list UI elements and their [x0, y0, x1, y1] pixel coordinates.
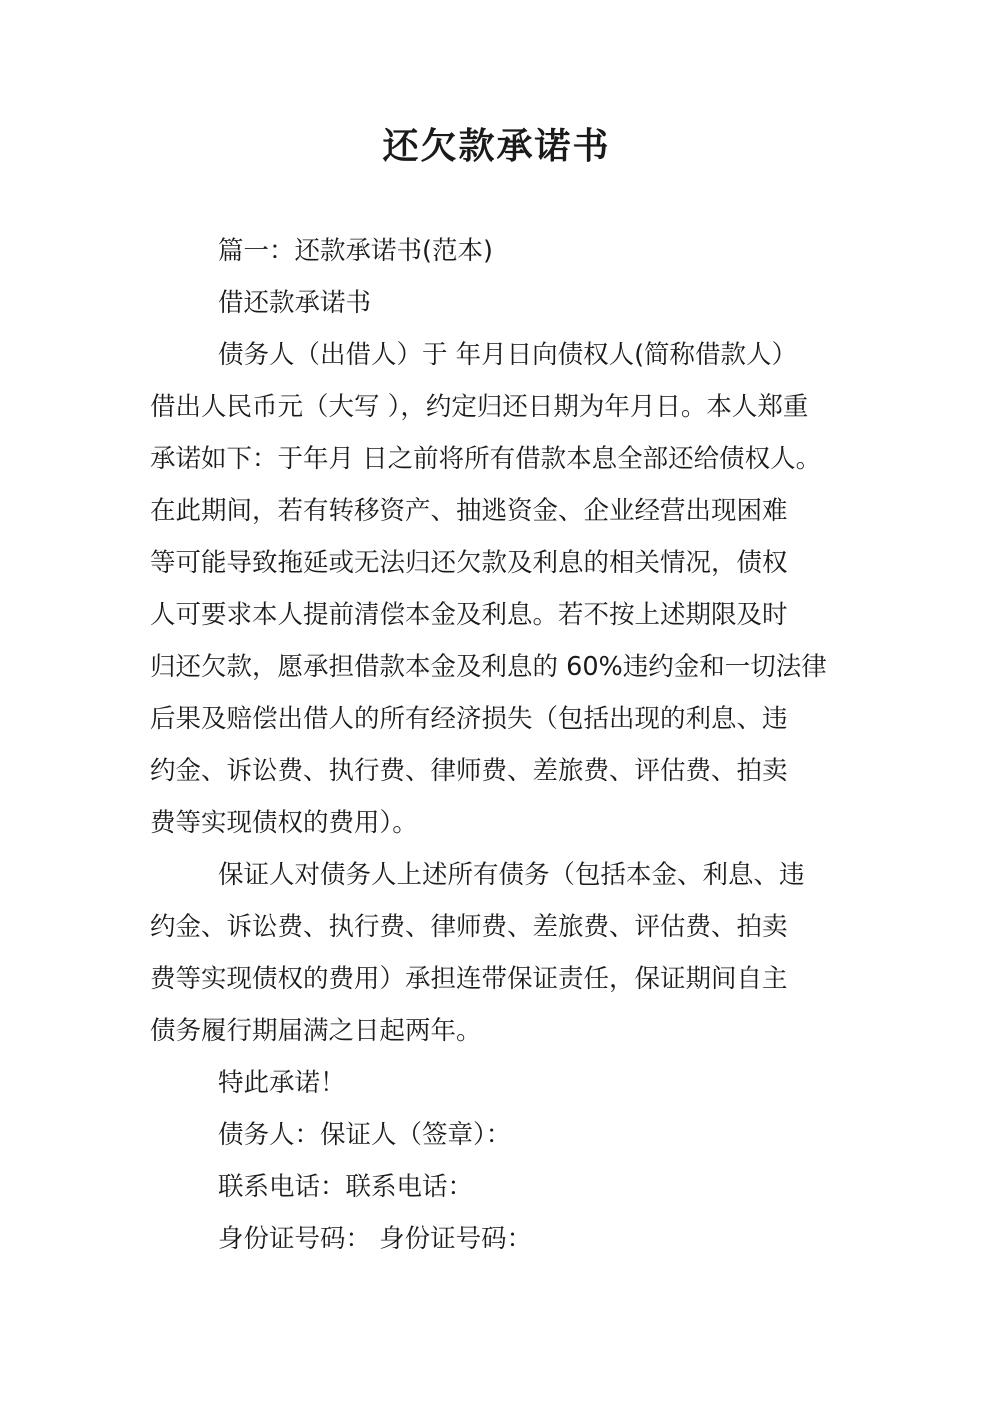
phone-line: 联系电话：联系电话： — [218, 1172, 474, 1202]
signature-line: 债务人：保证人（签章）： — [218, 1120, 512, 1150]
paragraph-1-line-10: 费等实现债权的费用）。 — [150, 808, 418, 838]
subtitle: 借还款承诺书 — [218, 288, 372, 318]
paragraph-2-line-2: 约金、诉讼费、执行费、律师费、差旅费、评估费、拍卖 — [150, 912, 788, 942]
paragraph-1-line-6: 人可要求本人提前清偿本金及利息。若不按上述期限及时 — [150, 600, 788, 630]
section-heading: 篇一：还款承诺书(范本) — [218, 236, 493, 266]
document-title: 还欠款承诺书 — [382, 126, 611, 167]
paragraph-2-line-1: 保证人对债务人上述所有债务（包括本金、利息、违 — [218, 860, 805, 890]
paragraph-1-line-7: 归还欠款，愿承担借款本金及利息的 60%违约金和一切法律 — [150, 652, 827, 682]
paragraph-1-line-4: 在此期间，若有转移资产、抽逃资金、企业经营出现困难 — [150, 496, 788, 526]
paragraph-1-line-9: 约金、诉讼费、执行费、律师费、差旅费、评估费、拍卖 — [150, 756, 788, 786]
paragraph-1-line-2: 借出人民币元（大写 ），约定归还日期为年月日。本人郑重 — [150, 392, 809, 422]
closing-statement: 特此承诺！ — [218, 1068, 346, 1098]
paragraph-1-line-8: 后果及赔偿出借人的所有经济损失（包括出现的利息、违 — [150, 704, 788, 734]
paragraph-2-line-3: 费等实现债权的费用）承担连带保证责任，保证期间自主 — [150, 964, 788, 994]
id-number-line: 身份证号码： 身份证号码： — [218, 1224, 533, 1254]
paragraph-1-line-1: 债务人（出借人）于 年月日向债权人(简称借款人） — [218, 340, 798, 370]
paragraph-1-line-3: 承诺如下：于年月 日之前将所有借款本息全部还给债权人。 — [150, 444, 822, 474]
paragraph-1-line-5: 等可能导致拖延或无法归还欠款及利息的相关情况，债权 — [150, 548, 788, 578]
paragraph-2-line-4: 债务履行期届满之日起两年。 — [150, 1016, 482, 1046]
